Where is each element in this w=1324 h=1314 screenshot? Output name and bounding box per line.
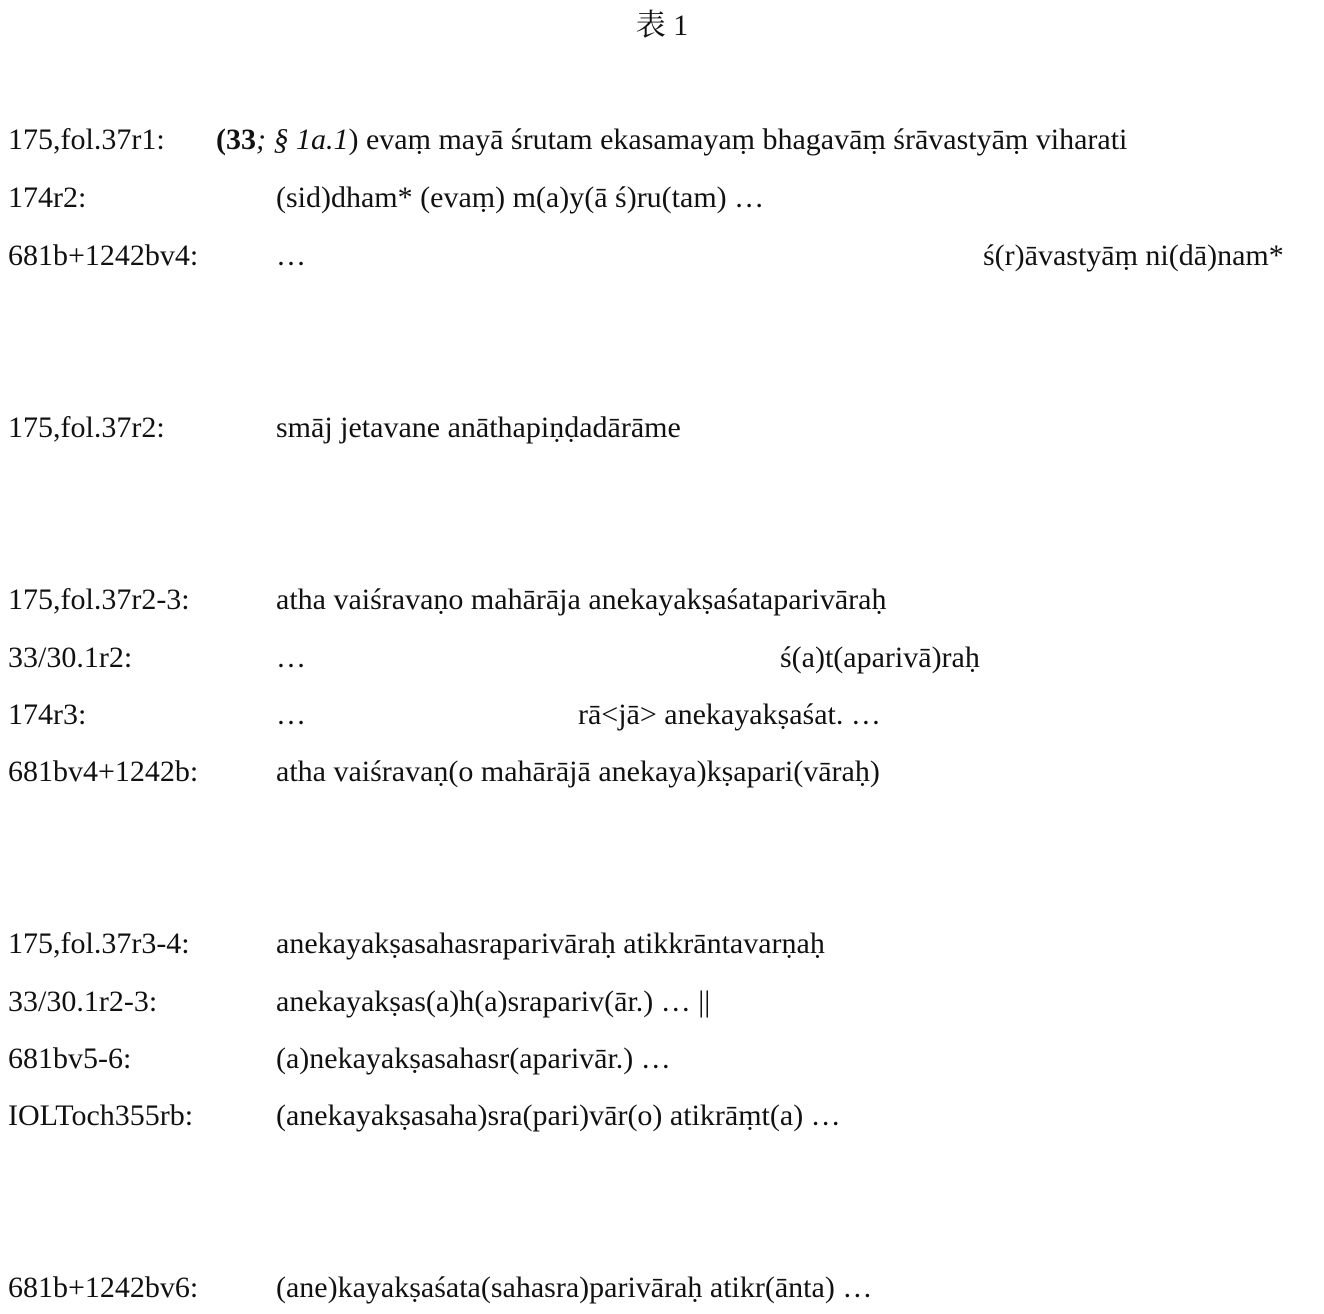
row-text: ś(a)t(aparivā)raḥ (780, 641, 980, 674)
text-row (8, 638, 1320, 678)
text-row (8, 982, 1320, 1022)
row-text-ellipsis: … (276, 641, 306, 674)
row-text: (ane)kayakṣaśata(sahasra)parivāraḥ atikr(ānta) … (276, 1271, 873, 1304)
row-text: anekayakṣasahasraparivāraḥ atikkrāntavarṇaḥ (276, 927, 825, 960)
text-row (8, 1039, 1320, 1079)
row-label: 681bv5-6: (8, 1042, 132, 1075)
row-label: 175,fol.37r1: (8, 123, 165, 156)
text-row (8, 120, 1320, 160)
text-row (8, 580, 1320, 620)
row-label: 33/30.1r2-3: (8, 985, 158, 1018)
text-row (8, 178, 1320, 218)
row-text: (anekayakṣasaha)sra(pari)vār(o) atikrāṃt(a) … (276, 1099, 841, 1132)
text-row (8, 1096, 1320, 1136)
row-label: 681bv4+1242b: (8, 755, 199, 788)
row-text: atha vaiśravaṇo mahārāja anekayakṣaśataparivāraḥ (276, 583, 887, 616)
text-row (8, 1268, 1320, 1308)
row-label: 681b+1242bv6: (8, 1271, 199, 1304)
row-text: rā<jā> anekayakṣaśat. … (578, 698, 881, 731)
row-text-body: ) evaṃ mayā śrutam ekasamayaṃ bhagavāṃ śrāvastyāṃ viharati (348, 123, 1128, 156)
row-text: atha vaiśravaṇ(o mahārājā anekaya)kṣapari(vāraḥ) (276, 755, 880, 788)
table-title: 表 1 (635, 9, 689, 42)
row-text: anekayakṣas(a)h(a)srapariv(ār.) … || (276, 985, 711, 1018)
row-text: smāj jetavane anāthapiṇḍadārāme (276, 411, 681, 444)
row-text: (sid)dham* (evaṃ) m(a)y(ā ś)ru(tam) … (276, 181, 765, 214)
row-text (216, 120, 1127, 160)
citation-number: (33 (216, 123, 256, 156)
row-label: IOLToch355rb: (8, 1099, 194, 1132)
text-row (8, 752, 1320, 792)
citation-section: ; § 1a.1 (256, 123, 349, 156)
row-text-ellipsis: … (276, 698, 306, 731)
row-label: 681b+1242bv4: (8, 239, 199, 272)
text-row (8, 408, 1320, 448)
row-label: 174r2: (8, 181, 87, 214)
row-label: 175,fol.37r2-3: (8, 583, 190, 616)
row-text: (a)nekayakṣasahasr(aparivār.) … (276, 1042, 671, 1075)
row-label: 175,fol.37r3-4: (8, 927, 190, 960)
row-label: 174r3: (8, 698, 87, 731)
row-text: ś(r)āvastyāṃ ni(dā)nam* (983, 239, 1284, 272)
text-row (8, 924, 1320, 964)
row-label: 175,fol.37r2: (8, 411, 165, 444)
text-row (8, 236, 1320, 276)
row-label: 33/30.1r2: (8, 641, 133, 674)
text-row (8, 695, 1320, 735)
row-text-ellipsis: … (276, 239, 306, 272)
